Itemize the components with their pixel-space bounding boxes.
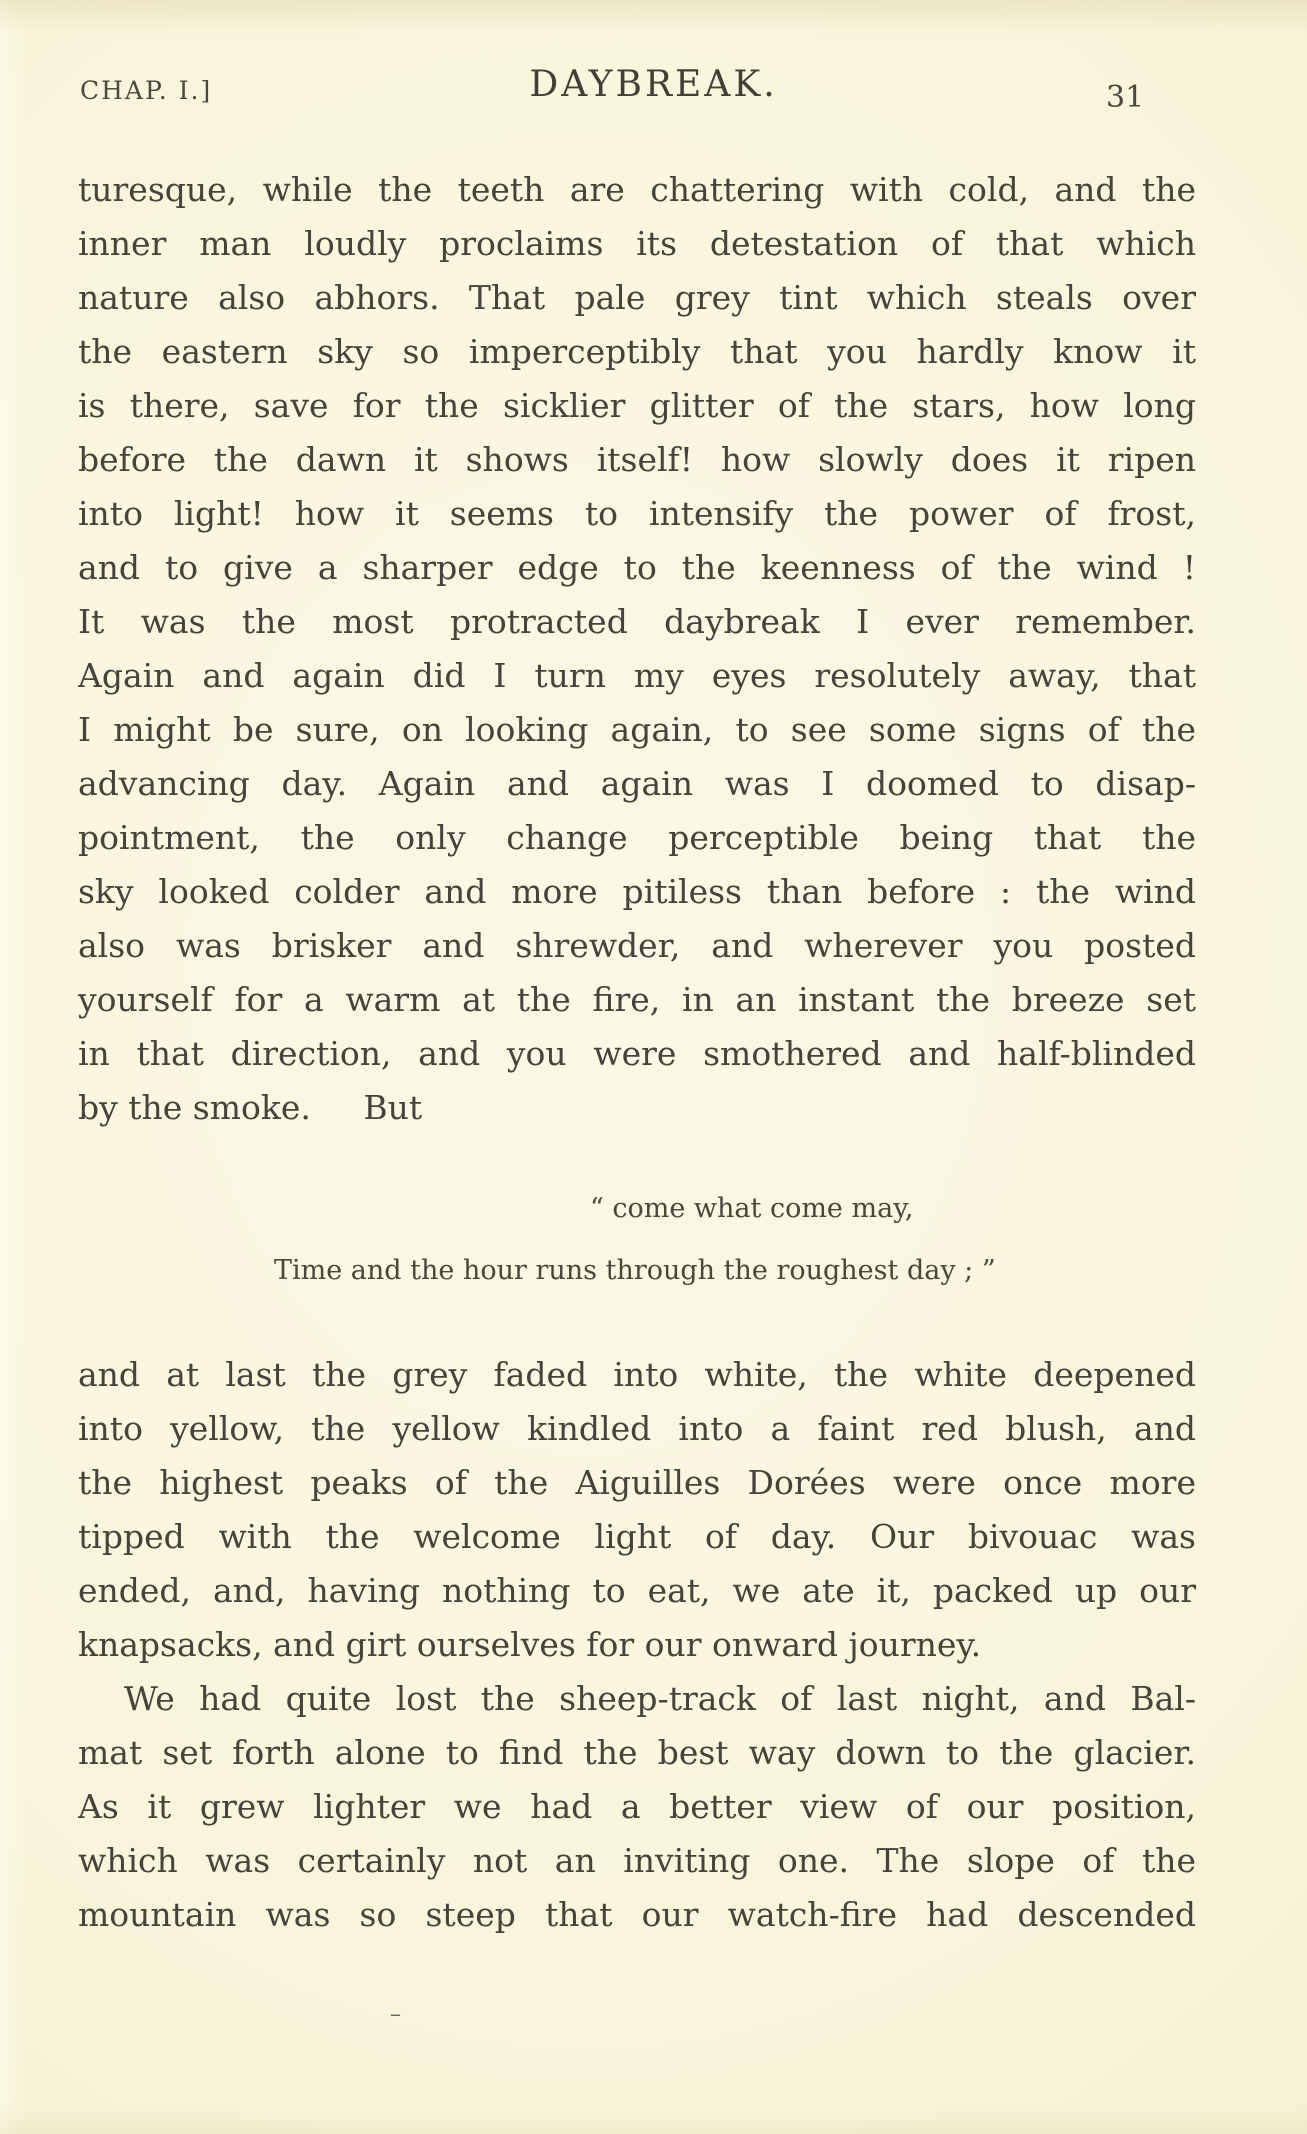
text-line: the eastern sky so imperceptibly that you hardly know it [78,332,1196,371]
text-line: in that direction, and you were smothered and half-blinded [78,1034,1196,1073]
text-line: knapsacks, and girt ourselves for our onward journey. [78,1625,982,1664]
chapter-label: CHAP. I.] [80,76,213,105]
text-line: into light! how it seems to intensify the power of frost, [78,494,1196,533]
verse-quote [78,1178,1196,1302]
text-line: mat set forth alone to find the best way down to the glacier. [78,1733,1196,1772]
page-title: DAYBREAK. [529,64,778,105]
text-line: pointment, the only change perceptible being that the [78,818,1196,857]
text-line: We had quite lost the sheep-track of last night, and Bal- [124,1679,1196,1718]
text-line: and at last the grey faded into white, the white deepened [78,1355,1196,1394]
text-line: Again and again did I turn my eyes resolutely away, that [78,656,1196,695]
text-line: inner man loudly proclaims its detestation of that which [78,224,1196,263]
text-line: As it grew lighter we had a better view of our position, [78,1787,1196,1826]
text-line: also was brisker and shrewder, and wherever you posted [78,926,1196,965]
page-number: 31 [1106,80,1145,115]
text-line: and to give a sharper edge to the keenness of the wind ! [78,548,1196,587]
text-line: before the dawn it shows itself! how slowly does it ripen [78,440,1196,479]
text-line: nature also abhors. That pale grey tint which steals over [78,278,1196,317]
text-line: the highest peaks of the Aiguilles Dorées were once more [78,1463,1196,1502]
text-line: I might be sure, on looking again, to see some signs of the [78,710,1196,749]
quote-line: “ come what come may, [590,1193,914,1224]
text-line: ended, and, having nothing to eat, we ate it, packed up our [78,1571,1196,1610]
text-line: is there, save for the sicklier glitter of the stars, how long [78,386,1196,425]
quote-line: Time and the hour runs through the roughest day ; ” [274,1255,996,1286]
text-line: which was certainly not an inviting one. The slope of the [78,1841,1196,1880]
text-line: mountain was so steep that our watch-fire had descended [78,1895,1196,1934]
text-line: sky looked colder and more pitiless than before : the wind [78,872,1196,911]
paragraph-2 [78,1348,1196,1672]
text-line: turesque, while the teeth are chattering with cold, and the [78,170,1196,209]
printer-mark: – [390,2002,401,2027]
paragraph-3 [78,1672,1196,1942]
text-line: tipped with the welcome light of day. Our bivouac was [78,1517,1196,1556]
paragraph-1 [78,163,1196,1135]
text-line: It was the most protracted daybreak I ever remember. [78,602,1196,641]
text-line: advancing day. Again and again was I doomed to disap- [78,764,1196,803]
text-line: yourself for a warm at the fire, in an instant the breeze set [78,980,1196,1019]
text-line: into yellow, the yellow kindled into a faint red blush, and [78,1409,1196,1448]
text-line: by the smoke. But [78,1088,423,1127]
